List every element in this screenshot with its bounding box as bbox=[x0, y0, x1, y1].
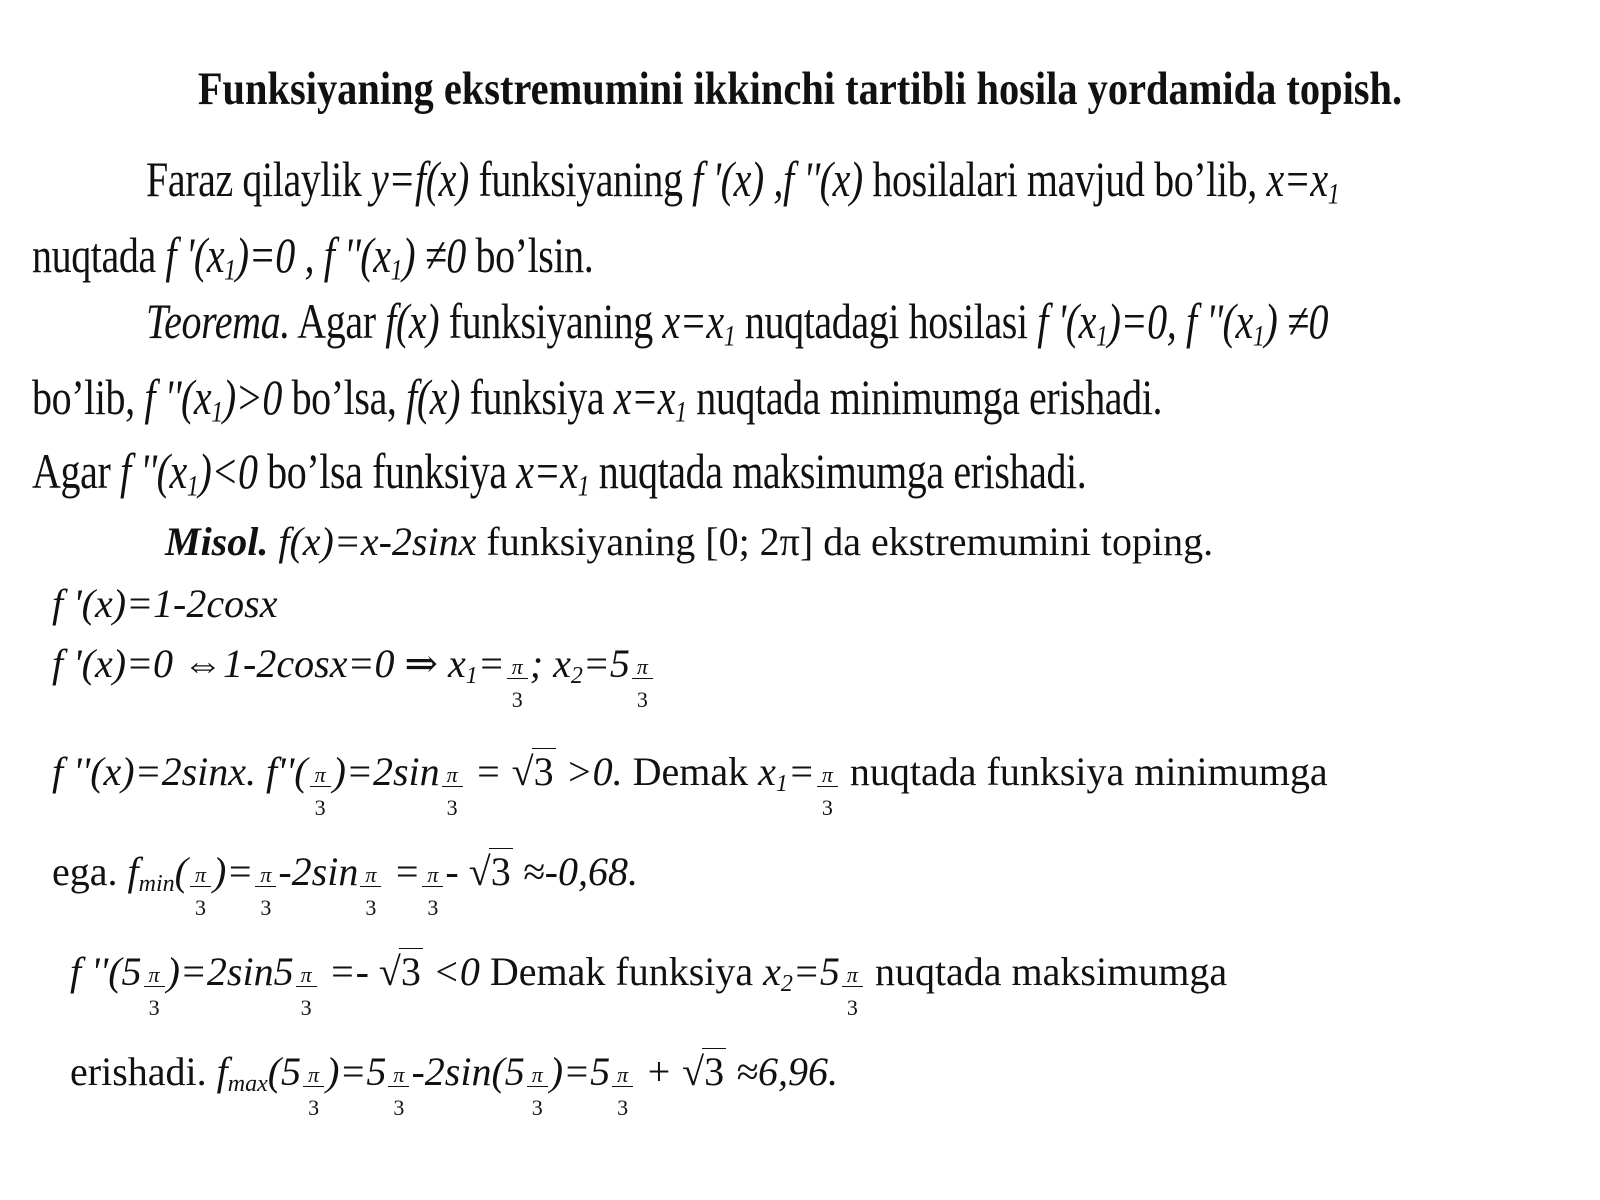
fraction-pi-over-3: $\frac{\pi}{3}$ bbox=[388, 1064, 409, 1119]
subscript: 1 bbox=[1252, 319, 1265, 353]
text: bo’lsa, bbox=[281, 369, 407, 425]
theorem-line-2 bbox=[32, 368, 1163, 429]
subscript: 1 bbox=[675, 395, 687, 429]
formula: )=2sin5 bbox=[166, 949, 294, 994]
fraction-pi-over-3: $\frac{\pi}{3}$ bbox=[296, 964, 317, 1019]
text: nuqtada minimumga erishadi. bbox=[686, 369, 1163, 425]
example-label: Misol. bbox=[165, 519, 269, 564]
formula: f '(x)=1-2cosx bbox=[52, 581, 278, 626]
formula: f(x) bbox=[406, 369, 461, 425]
math-line-1 bbox=[52, 580, 277, 627]
text: nuqtada funksiya minimumga bbox=[839, 749, 1328, 794]
formula: f(x)=x-2sinx bbox=[268, 519, 477, 564]
subscript: 1 bbox=[723, 319, 736, 353]
formula: f ''(5 bbox=[70, 949, 142, 994]
text: funksiyaning bbox=[439, 293, 663, 349]
subscript: 1 bbox=[775, 771, 788, 797]
formula: x bbox=[763, 949, 781, 994]
formula: = bbox=[464, 749, 512, 794]
text: bo’lsin. bbox=[465, 227, 594, 283]
formula: x=x bbox=[516, 443, 578, 499]
fraction-pi-over-3: $\frac{\pi}{3}$ bbox=[612, 1064, 633, 1119]
text: Faraz qilaylik bbox=[146, 151, 372, 207]
formula: x bbox=[758, 749, 776, 794]
formula: )=0 , f ''(x bbox=[235, 227, 391, 283]
text: nuqtadagi hosilasi bbox=[735, 293, 1038, 349]
formula: f bbox=[216, 1049, 228, 1094]
fraction-pi-over-3: $\frac{\pi}{3}$ bbox=[442, 764, 463, 819]
formula: )=5 bbox=[326, 1049, 387, 1094]
text: funksiyaning [0; 2π] da ekstremumini toping. bbox=[476, 519, 1214, 564]
formula: f '(x bbox=[165, 227, 225, 283]
text: Demak funksiya bbox=[489, 949, 764, 994]
text: bo’lib, bbox=[32, 369, 145, 425]
formula: f bbox=[127, 849, 139, 894]
formula: f(x) bbox=[385, 293, 440, 349]
formula: )>0 bbox=[222, 369, 282, 425]
formula: f '(x) ,f ''(x) bbox=[692, 151, 863, 207]
formula: x=x bbox=[662, 293, 724, 349]
text: nuqtada bbox=[32, 227, 166, 283]
formula: + bbox=[635, 1049, 683, 1094]
subscript: 1 bbox=[577, 469, 590, 503]
text: nuqtada maksimumga erishadi. bbox=[589, 443, 1087, 499]
math-line-3 bbox=[52, 748, 1328, 819]
math-line-5 bbox=[70, 948, 1227, 1019]
intro-line-2 bbox=[32, 226, 594, 287]
sqrt-3: √3 bbox=[378, 949, 421, 994]
formula: f ''(x)=2sinx. f''( bbox=[52, 749, 308, 794]
fraction-pi-over-3: $\frac{\pi}{3}$ bbox=[303, 1064, 324, 1119]
page-title: Funksiyaning ekstremumini ikkinchi tartibli hosila yordamida topish. bbox=[197, 63, 1403, 115]
formula: f ''(x bbox=[119, 443, 187, 499]
formula: ; x bbox=[529, 641, 571, 686]
formula: = bbox=[787, 749, 815, 794]
subscript: 1 bbox=[224, 253, 236, 287]
text: hosilalari mavjud bo’lib, bbox=[862, 151, 1267, 207]
formula: = bbox=[477, 641, 505, 686]
formula: )=2sin bbox=[332, 749, 440, 794]
fraction-pi-over-3: $\frac{\pi}{3}$ bbox=[842, 964, 863, 1019]
theorem-line-3 bbox=[32, 442, 1087, 503]
subscript: min bbox=[138, 871, 175, 897]
subscript: 2 bbox=[780, 971, 793, 997]
fraction-pi-over-3: $\frac{\pi}{3}$ bbox=[190, 864, 211, 919]
subscript: 1 bbox=[1327, 177, 1340, 211]
fraction-pi-over-3: $\frac{\pi}{3}$ bbox=[144, 964, 165, 1019]
formula: )= bbox=[213, 849, 254, 894]
math-line-4 bbox=[52, 848, 638, 919]
intro-line-1 bbox=[146, 150, 1340, 211]
text: nuqtada maksimumga bbox=[864, 949, 1228, 994]
formula: f '(x bbox=[1037, 293, 1097, 349]
formula: ) ≠0 bbox=[402, 227, 466, 283]
text: Demak bbox=[632, 749, 759, 794]
subscript: 1 bbox=[186, 469, 199, 503]
formula: x=x bbox=[1266, 151, 1328, 207]
subscript: 1 bbox=[1096, 319, 1108, 353]
formula: -2sin(5 bbox=[411, 1049, 525, 1094]
text: Agar bbox=[32, 443, 120, 499]
fraction-pi-over-3: $\frac{\pi}{3}$ bbox=[507, 656, 528, 711]
fraction-pi-over-3: $\frac{\pi}{3}$ bbox=[310, 764, 331, 819]
text: Agar bbox=[289, 293, 386, 349]
example-line bbox=[165, 518, 1213, 565]
formula: =- bbox=[318, 949, 379, 994]
theorem-label: Teorema. bbox=[146, 293, 290, 349]
formula: )=5 bbox=[549, 1049, 611, 1094]
sqrt-3: √3 bbox=[682, 1049, 725, 1094]
fraction-pi-over-3: $\frac{\pi}{3}$ bbox=[817, 764, 838, 819]
formula: ≈-0,68. bbox=[512, 849, 638, 894]
formula: f '(x)=0 ⇔1-2cosx=0 ⇒ x bbox=[52, 641, 466, 686]
formula: )<0 bbox=[198, 443, 258, 499]
formula: (5 bbox=[267, 1049, 302, 1094]
subscript: 1 bbox=[465, 663, 478, 689]
subscript: 2 bbox=[570, 663, 583, 689]
formula: f ''(x bbox=[144, 369, 212, 425]
formula: )=0, f ''(x bbox=[1107, 293, 1253, 349]
fraction-pi-over-3: $\frac{\pi}{3}$ bbox=[422, 864, 443, 919]
formula: y=f(x) bbox=[371, 151, 469, 207]
text: funksiyaning bbox=[468, 151, 693, 207]
formula: ( bbox=[174, 849, 188, 894]
formula: = bbox=[383, 849, 421, 894]
math-line-6 bbox=[70, 1048, 838, 1119]
fraction-pi-over-3: $\frac{\pi}{3}$ bbox=[632, 656, 653, 711]
formula: -2sin bbox=[278, 849, 359, 894]
formula: =5 bbox=[582, 641, 630, 686]
formula: ≈6,96. bbox=[726, 1049, 839, 1094]
sqrt-3: √3 bbox=[511, 749, 554, 794]
subscript: 1 bbox=[390, 253, 403, 287]
text: erishadi. bbox=[70, 1049, 217, 1094]
formula: - bbox=[445, 849, 469, 894]
formula: >0. bbox=[555, 749, 633, 794]
fraction-pi-over-3: $\frac{\pi}{3}$ bbox=[360, 864, 381, 919]
formula: =5 bbox=[792, 949, 840, 994]
fraction-pi-over-3: $\frac{\pi}{3}$ bbox=[255, 864, 276, 919]
text: ega. bbox=[52, 849, 128, 894]
math-line-2 bbox=[52, 640, 655, 711]
subscript: 1 bbox=[211, 395, 223, 429]
fraction-pi-over-3: $\frac{\pi}{3}$ bbox=[527, 1064, 548, 1119]
formula: x=x bbox=[613, 369, 676, 425]
text: bo’lsa funksiya bbox=[257, 443, 517, 499]
subscript: max bbox=[227, 1071, 268, 1097]
theorem-line-1 bbox=[146, 292, 1329, 353]
formula: <0 bbox=[422, 949, 490, 994]
text: funksiya bbox=[460, 369, 614, 425]
formula: ) ≠0 bbox=[1264, 293, 1329, 349]
sqrt-3: √3 bbox=[468, 849, 511, 894]
